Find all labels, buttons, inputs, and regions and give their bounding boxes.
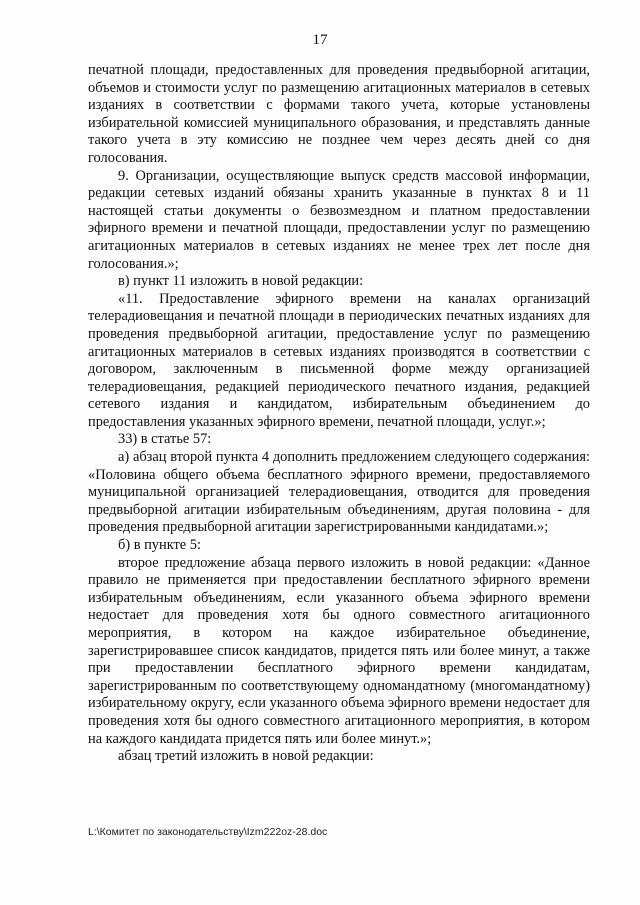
paragraph-6: а) абзац второй пункта 4 дополнить предложением следующего содержания: «Половина общего объема бесплатного эфирного времени, предоставляемого муниципальной организацией телерадиовещания, отводится для проведения предвыборной агитации избирательным объединениям, другая половина - для проведения предвыборной агитации зарегистрированными кандидатами.»; (88, 449, 590, 536)
paragraph-4: «11. Предоставление эфирного времени на каналах организаций телерадиовещания и печатной площади в периодических печатных изданиях для проведения предвыборной агитации, предоставление услуг по размещению агитационных материалов в сетевых изданиях производятся в соответствии с договором, заключенным в письменной форме между организацией телерадиовещания, редакцией периодического печатного издания, редакцией сетевого издания и кандидатом, избирательным объединением до предоставления указанных эфирного времени, печатной площади, услуг.»; (88, 290, 590, 430)
paragraph-7: б) в пункте 5: (118, 537, 201, 554)
paragraph-1: печатной площади, предоставленных для проведения предвыборной агитации, объемов и стоимости услуг по размещению агитационных материалов в сетевых изданиях в соответствии с формами такого учета, которые установлены избирательной комиссией муниципального образования, и представлять данные такого учета в эту комиссию не позднее чем через десять дней со дня голосования. (88, 62, 590, 166)
paragraph-9: абзац третий изложить в новой редакции: (118, 748, 374, 765)
page-number: 17 (312, 32, 328, 48)
paragraph-8: второе предложение абзаца первого изложить в новой редакции: «Данное правило не применяется при предоставлении бесплатного эфирного времени избирательным объединениям, если указанного объема эфирного времени недостает для проведения хотя бы одного совместного агитационного мероприятия, в котором на каждое избирательное объединение, зарегистрировавшее список кандидатов, придется пять или более минут, а также при предоставлении бесплатного эфирного времени кандидатам, зарегистрированным по соответствующему одномандатному (многомандатному) избирательному округу, если указанного объема эфирного времени недостает для проведения хотя бы одного совместного агитационного мероприятия, в котором на каждого кандидата придется пять или более минут.»; (88, 554, 590, 747)
paragraph-5: 33) в статье 57: (118, 431, 212, 448)
document-body (88, 62, 590, 766)
file-path-footer: L:\Комитет по законодательству\Izm222oz-28.doc (88, 826, 328, 838)
paragraph-3: в) пункт 11 изложить в новой редакции: (118, 273, 364, 290)
paragraph-2: 9. Организации, осуществляющие выпуск средств массовой информации, редакции сетевых изданий обязаны хранить указанные в пунктах 8 и 11 настоящей статьи документы о безвозмездном и платном предоставлении эфирного времени и печатной площади, предоставлении услуг по размещению агитационных материалов в сетевых изданиях не менее трех лет после дня голосования.»; (88, 167, 590, 272)
